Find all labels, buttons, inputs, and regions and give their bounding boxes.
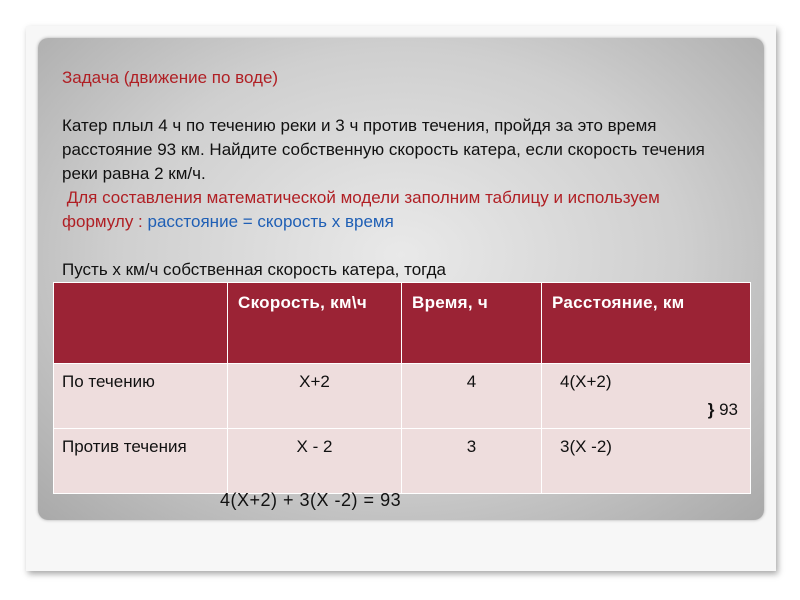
row-label: По течению — [54, 364, 228, 429]
header-speed: Скорость, км\ч — [228, 283, 402, 364]
row-label: Против течения — [54, 429, 228, 494]
model-paragraph — [62, 186, 722, 234]
table-row — [54, 364, 751, 429]
header-empty — [54, 283, 228, 364]
brace-total — [708, 400, 738, 420]
brace-icon: } — [707, 400, 715, 419]
text-block — [62, 66, 722, 282]
table-row — [54, 429, 751, 494]
total-value: 93 — [719, 400, 738, 419]
data-table — [53, 282, 751, 494]
model-intro: Для составления математической модели заполним таблицу и используем формулу : — [62, 188, 660, 231]
header-distance: Расстояние, км — [542, 283, 751, 364]
cell-speed: Х+2 — [228, 364, 402, 429]
task-title: Задача (движение по воде) — [62, 68, 279, 87]
problem-text: Катер плыл 4 ч по течению реки и 3 ч против течения, пройдя за это время расстояние 93 км. Найдите собственную скорость катера, если скорость течения реки равна 2 км/ч. — [62, 116, 705, 183]
header-time: Время, ч — [402, 283, 542, 364]
cell-time: 4 — [402, 364, 542, 429]
formula: расстояние = скорость х время — [147, 212, 394, 231]
cell-distance: 4(Х+2) — [560, 372, 612, 391]
let-statement: Пусть х км/ч собственная скорость катера, тогда — [62, 260, 446, 279]
cell-distance: 3(Х -2) — [542, 429, 751, 494]
cell-distance-cell — [542, 364, 751, 429]
cell-time: 3 — [402, 429, 542, 494]
cell-speed: Х - 2 — [228, 429, 402, 494]
equation: 4(Х+2) + 3(Х -2) = 93 — [220, 490, 402, 510]
table-header-row — [54, 283, 751, 364]
